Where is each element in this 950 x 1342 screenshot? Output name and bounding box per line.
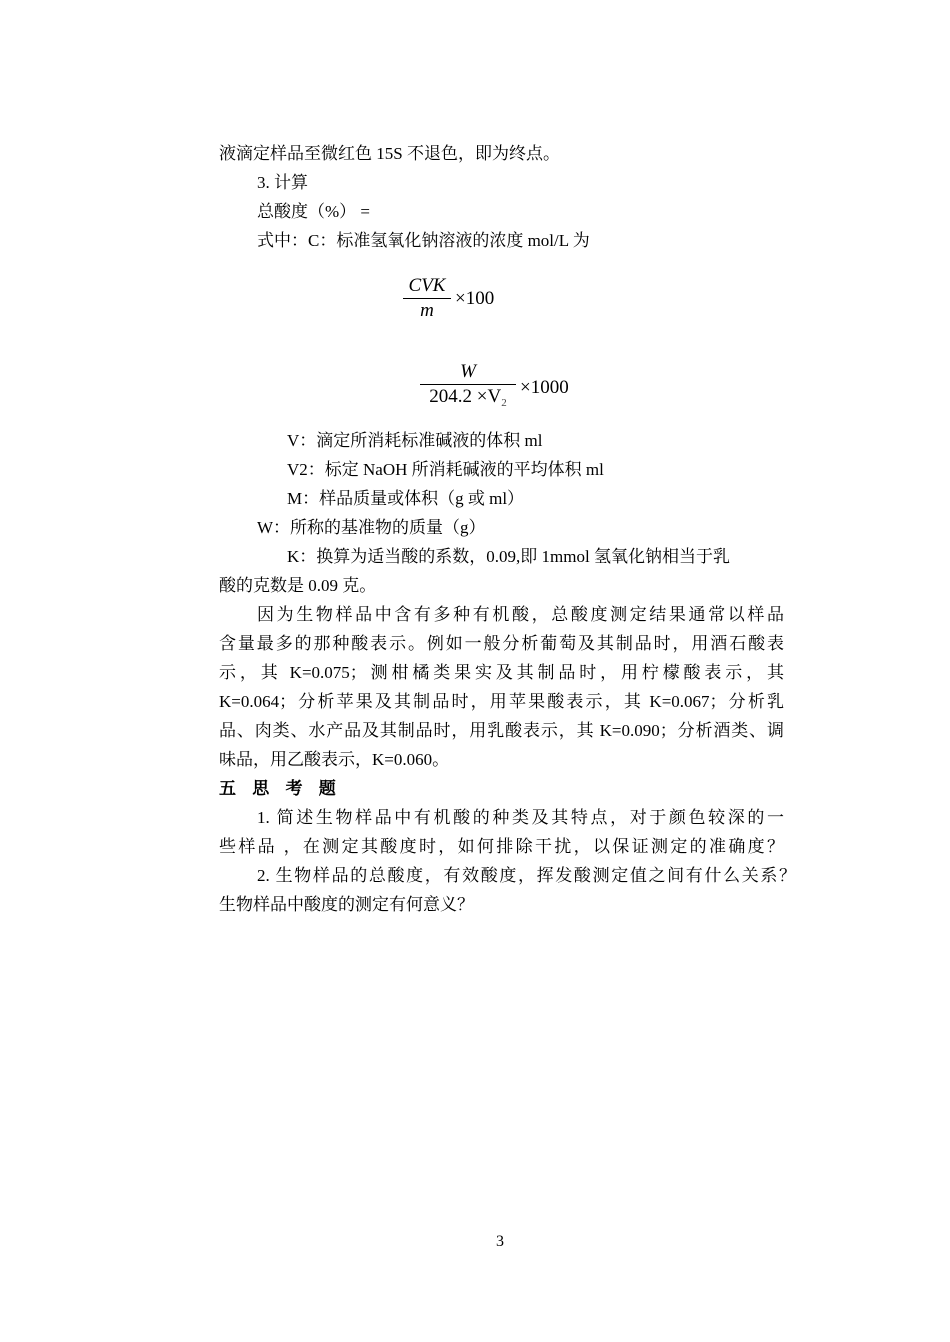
fraction-denominator: m <box>420 300 434 321</box>
definition-m: M：样品质量或体积（g 或 ml） <box>287 489 525 508</box>
definition-v: V：滴定所消耗标准碱液的体积 ml <box>287 431 543 450</box>
paragraph-line: 品、肉类、水产品及其制品时，用乳酸表示，其 K=0.090；分析酒类、调 <box>219 721 784 740</box>
fraction <box>403 274 451 323</box>
paragraph-line: 示，其 K=0.075；测柑橘类果实及其制品时，用柠檬酸表示，其 <box>219 663 784 682</box>
paragraph-line: K=0.064；分析苹果及其制品时，用苹果酸表示，其 K=0.067；分析乳 <box>219 692 784 711</box>
fraction-denominator <box>420 385 516 415</box>
text-line: 酸的克数是 0.09 克。 <box>219 576 377 595</box>
paragraph-line: 味品，用乙酸表示，K=0.060。 <box>219 750 450 769</box>
text-line: 总酸度（%） = <box>257 202 370 221</box>
paragraph-line: 因为生物样品中含有多种有机酸，总酸度测定结果通常以样品 <box>257 605 784 624</box>
formula-multiplier: ×100 <box>455 287 495 309</box>
section-heading-calculation: 3. 计算 <box>257 173 308 192</box>
definition-v2: V2：标定 NaOH 所消耗碱液的平均体积 ml <box>287 460 604 479</box>
page-number: 3 <box>496 1233 504 1250</box>
definition-k: K：换算为适当酸的系数，0.09,即 1mmol 氢氧化钠相当于乳 <box>287 547 730 566</box>
fraction-numerator: W <box>460 361 476 382</box>
denominator-text: 204.2 ×V <box>429 386 502 407</box>
question-2-continued: 生物样品中酸度的测定有何意义？ <box>219 895 474 914</box>
text-line: 式中：C：标准氢氧化钠溶液的浓度 mol/L 为 <box>257 231 590 250</box>
section-heading-questions: 五 思 考 题 <box>219 779 342 798</box>
formula-multiplier: ×1000 <box>520 376 569 398</box>
fraction <box>420 360 516 415</box>
subscript: 2 <box>501 397 507 409</box>
fraction-numerator: CVK <box>408 275 446 296</box>
question-1: 1. 简述生物样品中有机酸的种类及其特点，对于颜色较深的一 <box>257 808 784 827</box>
formula-total-acidity <box>403 274 494 323</box>
definition-w: W：所称的基准物的质量（g） <box>257 518 486 537</box>
formula-naoh-concentration <box>420 360 569 415</box>
paragraph-line: 含量最多的那种酸表示。例如一般分析葡萄及其制品时，用酒石酸表 <box>219 634 784 653</box>
question-2: 2. 生物样品的总酸度，有效酸度，挥发酸测定值之间有什么关系？ <box>257 866 796 885</box>
text-line: 液滴定样品至微红色 15S 不退色，即为终点。 <box>219 144 560 163</box>
question-1-continued: 些样品 ，在测定其酸度时，如何排除干扰，以保证测定的准确度？ <box>219 837 784 856</box>
